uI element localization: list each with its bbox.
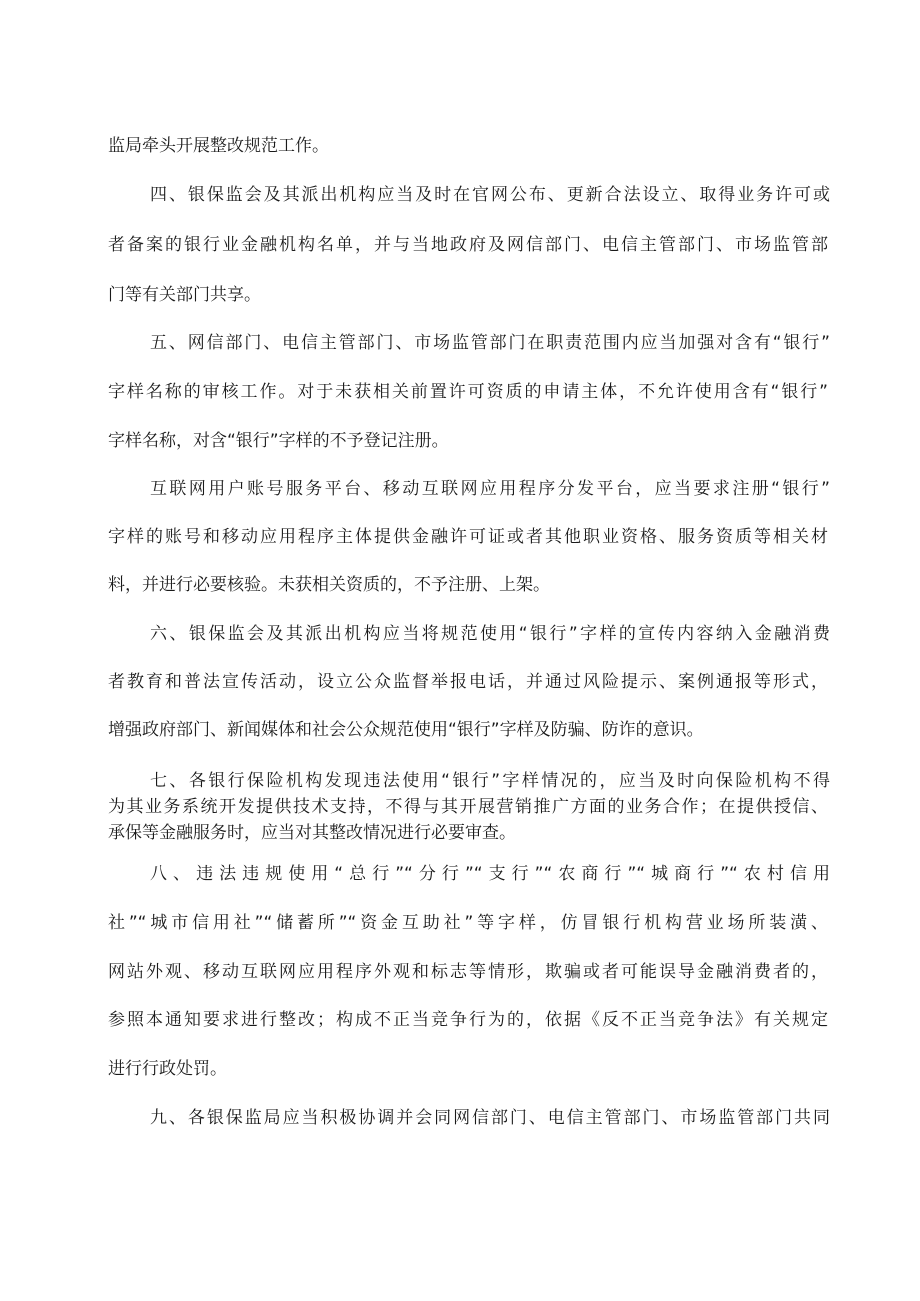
text-line: 增强政府部门、新闻媒体和社会公众规范使用“银行”字样及防骗、防诈的意识。 — [108, 720, 704, 740]
text-line: 网站外观、移动互联网应用程序外观和标志等情形，欺骗或者可能误导金融消费者的， — [108, 962, 828, 982]
text-line: 八、违法违规使用“总行”“分行”“支行”“农商行”“城商行”“农村信用 — [150, 864, 830, 884]
text-line: 字样名称，对含“银行”字样的不予登记注册。 — [108, 431, 449, 451]
text-line: 七、各银行保险机构发现违法使用“银行”字样情况的，应当及时向保险机构不得 — [150, 771, 830, 791]
text-line: 四、银保监会及其派出机构应当及时在官网公布、更新合法设立、取得业务许可或 — [150, 185, 830, 205]
text-line: 者教育和普法宣传活动，设立公众监督举报电话，并通过风险提示、案例通报等形式， — [108, 672, 828, 692]
text-line: 六、银保监会及其派出机构应当将规范使用“银行”字样的宣传内容纳入金融消费 — [150, 624, 830, 644]
text-line: 社”“城市信用社”“储蓄所”“资金互助社”等字样，仿冒银行机构营业场所装潢、 — [108, 913, 828, 933]
text-line: 五、网信部门、电信主管部门、市场监管部门在职责范围内应当加强对含有“银行” — [150, 333, 830, 353]
text-line: 者备案的银行业金融机构名单，并与当地政府及网信部门、电信主管部门、市场监管部 — [108, 235, 828, 255]
text-line: 参照本通知要求进行整改；构成不正当竞争行为的，依据《反不正当竞争法》有关规定 — [108, 1010, 828, 1030]
text-line: 互联网用户账号服务平台、移动互联网应用程序分发平台，应当要求注册“银行” — [150, 479, 830, 499]
text-line: 九、各银保监局应当积极协调并会同网信部门、电信主管部门、市场监管部门共同 — [150, 1108, 830, 1128]
text-line: 门等有关部门共享。 — [108, 285, 261, 305]
text-line: 为其业务系统开发提供技术支持，不得与其开展营销推广方面的业务合作；在提供授信、 — [108, 797, 828, 817]
text-line: 字样的账号和移动应用程序主体提供金融许可证或者其他职业资格、服务资质等相关材 — [108, 527, 828, 547]
text-line: 料，并进行必要核验。未获相关资质的，不予注册、上架。 — [108, 575, 550, 595]
text-line: 进行行政处罚。 — [108, 1059, 227, 1079]
text-line: 字样名称的审核工作。对于未获相关前置许可资质的申请主体，不允许使用含有“银行” — [108, 382, 828, 402]
text-line: 监局牵头开展整改规范工作。 — [108, 136, 329, 156]
text-line: 承保等金融服务时，应当对其整改情况进行必要审查。 — [108, 823, 516, 843]
